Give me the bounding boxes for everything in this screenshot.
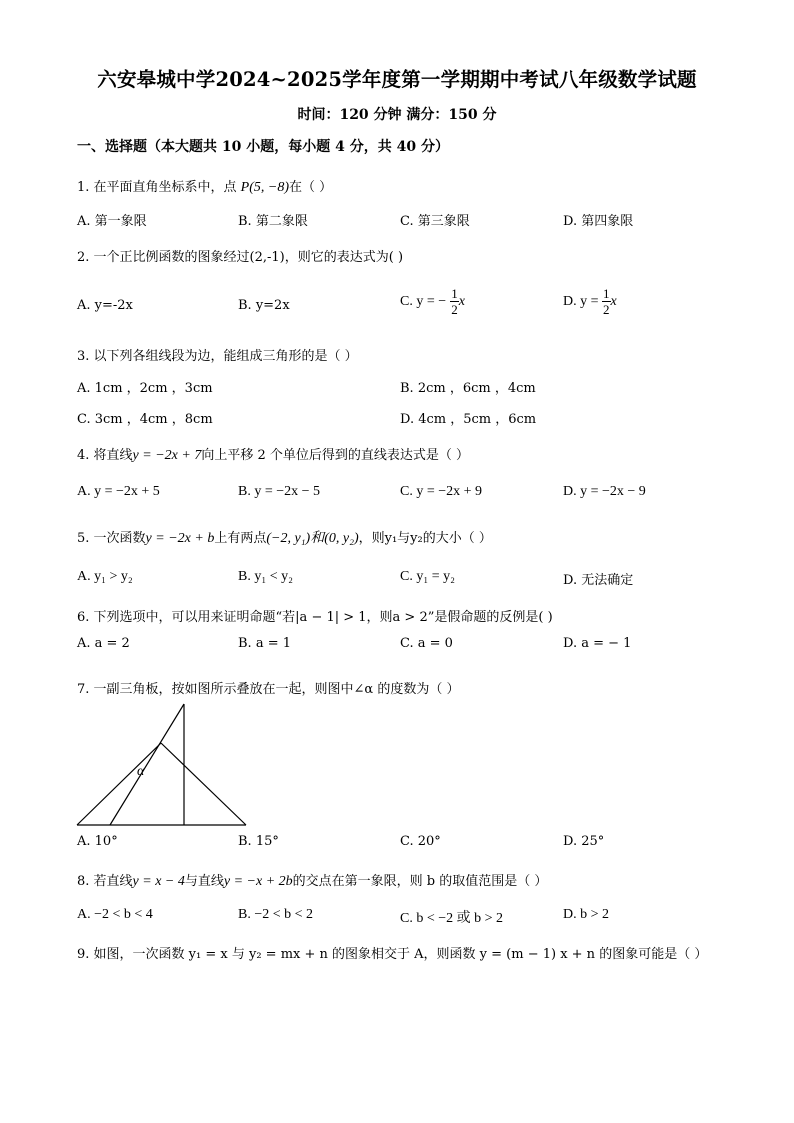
q1-option-b: B. 第二象限: [238, 214, 308, 229]
question-4-stem: [77, 444, 469, 464]
question-1-text: 1. 在平面直角坐标系中，点: [77, 180, 241, 195]
question-5-text-end: ，则y₁与y₂的大小（ ）: [358, 531, 492, 546]
frac-numerator: 1: [603, 286, 610, 301]
q3-option-c: C. 3cm ，4cm ，8cm: [77, 412, 213, 427]
page-title: 六安皋城中学2024~2025学年度第一学期期中考试八年级数学试题: [97, 68, 697, 91]
question-1-stem: [77, 176, 332, 196]
q5-option-b: B. y₁ < y₂: [238, 569, 293, 584]
question-8-text-mid: 与直线: [184, 874, 224, 889]
q5-option-d: D. 无法确定: [563, 573, 634, 588]
point-p: P(5, −8): [240, 180, 289, 195]
frac-numerator: 1: [451, 286, 458, 301]
q7-option-d: D. 25°: [563, 834, 605, 849]
q6-option-a: A. a = 2: [77, 636, 130, 651]
q2-option-c: [400, 286, 465, 317]
q4-option-d: D. y = −2x − 9: [563, 484, 646, 499]
q7-option-b: B. 15°: [238, 834, 279, 849]
q2-c-fraction: [450, 286, 459, 317]
question-3-stem: 3. 以下列各组线段为边，能组成三角形的是（ ）: [77, 349, 358, 364]
q2-option-d: [563, 286, 617, 317]
question-2-stem: 2. 一个正比例函数的图象经过(2,-1)，则它的表达式为( ): [77, 250, 404, 265]
question-8-text: 8. 若直线: [77, 874, 133, 889]
set-square-hypotenuse: [110, 704, 184, 825]
q4-option-a: A. y = −2x + 5: [77, 484, 160, 499]
frac-denominator: 2: [451, 302, 458, 317]
question-7-stem: 7. 一副三角板，按如图所示叠放在一起，则图中∠α 的度数为（ ）: [77, 682, 460, 697]
q2-c-expr: C. y = −: [400, 294, 447, 309]
q6-option-d: D. a = − 1: [563, 636, 632, 651]
question-9-stem: 9. 如图，一次函数 y₁ = x 与 y₂ = mx + n 的图象相交于 A，则函数 y = (m − 1) x + n 的图象可能是（ ）: [77, 947, 708, 962]
q2-d-fraction: [602, 286, 611, 317]
q2-d-x: x: [610, 294, 617, 309]
q5-option-a: A. y₁ > y₂: [77, 569, 133, 584]
q4-line: y = −2x + 7: [132, 448, 202, 463]
q7-option-c: C. 20°: [400, 834, 441, 849]
q3-option-a: A. 1cm ，2cm ，3cm: [77, 381, 213, 396]
question-6-stem: 6. 下列选项中，可以用来证明命题“若|a − 1| > 1，则a > 2”是假命题的反例是( ): [77, 610, 553, 625]
q3-option-b: B. 2cm ，6cm ，4cm: [400, 381, 536, 396]
question-5-stem: [77, 527, 492, 547]
question-8-stem: [77, 870, 547, 890]
frac-denominator: 2: [603, 302, 610, 317]
q8-option-c: C. b < −2 或 b > 2: [400, 911, 504, 926]
q6-option-c: C. a = 0: [400, 636, 453, 651]
q6-option-b: B. a = 1: [238, 636, 291, 651]
question-4-text: 4. 将直线: [77, 448, 133, 463]
exam-time-score: 时间：120 分钟 满分：150 分: [297, 107, 497, 123]
q2-option-a: A. y=-2x: [77, 298, 133, 313]
q5-points: (−2, y₁)和(0, y₂): [266, 531, 359, 546]
q8-option-a: A. −2 < b < 4: [77, 907, 153, 922]
q8-line-1: y = x − 4: [132, 874, 185, 889]
q8-option-b: B. −2 < b < 2: [238, 907, 314, 922]
q1-option-a: A. 第一象限: [77, 214, 147, 229]
section-heading: 一、选择题（本大题共 10 小题，每小题 4 分，共 40 分）: [77, 139, 449, 155]
q2-d-expr: D. y =: [563, 294, 603, 309]
big-triangle-left-edge: [77, 743, 161, 825]
q7-option-a: A. 10°: [77, 834, 118, 849]
q5-function: y = −2x + b: [145, 531, 215, 546]
alpha-label: α: [137, 764, 145, 779]
question-5-text: 5. 一次函数: [77, 531, 146, 546]
q8-line-2: y = −x + 2b: [223, 874, 293, 889]
question-8-text-end: 的交点在第一象限，则 b 的取值范围是（ ）: [292, 874, 548, 889]
question-5-text-mid: 上有两点: [214, 531, 267, 546]
question-4-text-end: 向上平移 2 个单位后得到的直线表达式是（ ）: [201, 448, 469, 463]
question-1-text-end: 在（ ）: [289, 180, 333, 195]
q5-option-c: C. y₁ = y₂: [400, 569, 455, 584]
q2-c-x: x: [458, 294, 465, 309]
big-triangle-right-edge: [161, 743, 246, 825]
q1-option-d: D. 第四象限: [563, 214, 634, 229]
triangle-board-figure: [74, 700, 254, 830]
q2-option-b: B. y=2x: [238, 298, 290, 313]
q1-option-c: C. 第三象限: [400, 214, 470, 229]
q8-option-d: D. b > 2: [563, 907, 610, 922]
q4-option-b: B. y = −2x − 5: [238, 484, 321, 499]
q4-option-c: C. y = −2x + 9: [400, 484, 483, 499]
q3-option-d: D. 4cm ，5cm ，6cm: [400, 412, 537, 427]
